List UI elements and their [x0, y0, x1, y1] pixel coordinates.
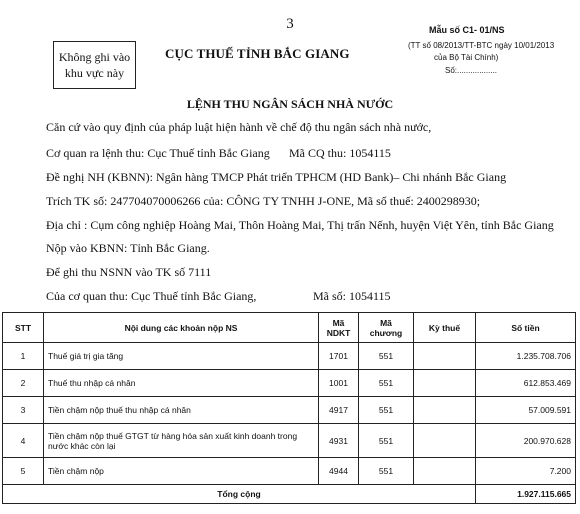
agency-name: CỤC THUẾ TỈNH BẮC GIANG [165, 46, 350, 61]
row-amount: 1.235.708.706 [476, 343, 576, 370]
row-amount: 200.970.628 [476, 424, 576, 458]
page-number: 3 [286, 16, 294, 32]
row-ma-chuong: 551 [359, 397, 414, 424]
revenue-account-line: Để ghi thu NSNN vào TK số 7111 [46, 265, 212, 279]
row-mandkt: 1701 [319, 343, 359, 370]
row-ma-chuong: 551 [359, 424, 414, 458]
row-description: Tiền chậm nộp thuế thu nhập cá nhân [44, 397, 319, 424]
form-number: Số:.................. [445, 66, 498, 75]
issuer-code: Mã CQ thu: 1054115 [289, 146, 391, 160]
address-line: Địa chỉ : Cụm công nghiệp Hoàng Mai, Thôn Hoàng Mai, Thị trấn Nếnh, huyện Việt Yên, tỉnh Bắc Giang [46, 218, 554, 232]
row-mandkt: 1001 [319, 370, 359, 397]
row-stt: 2 [3, 370, 44, 397]
row-stt: 1 [3, 343, 44, 370]
row-description: Tiền chậm nộp thuế GTGT từ hàng hóa sản xuất kinh doanh trong nước khác còn lại [44, 424, 319, 458]
row-amount: 7.200 [476, 458, 576, 485]
form-legal-basis: (TT số 08/2013/TT-BTC ngày 10/01/2013 [408, 41, 555, 50]
row-description: Thuế giá trị gia tăng [44, 343, 319, 370]
form-issuer: của Bộ Tài Chính) [434, 53, 499, 62]
total-label: Tổng cộng [3, 485, 476, 504]
row-mandkt: 4917 [319, 397, 359, 424]
document-title: LỆNH THU NGÂN SÁCH NHÀ NƯỚC [186, 97, 394, 111]
row-stt: 3 [3, 397, 44, 424]
total-amount: 1.927.115.665 [476, 485, 576, 504]
row-amount: 57.009.591 [476, 397, 576, 424]
row-description: Tiền chậm nộp [44, 458, 319, 485]
row-mandkt: 4944 [319, 458, 359, 485]
table-row [3, 458, 576, 485]
row-ky-thue [414, 458, 476, 485]
table-row [3, 343, 576, 370]
collector-code: Mã số: 1054115 [313, 289, 391, 303]
row-amount: 612.853.469 [476, 370, 576, 397]
row-ma-chuong: 551 [359, 458, 414, 485]
form-code: Mẫu số C1- 01/NS [429, 25, 505, 35]
issuer-agency-line: Cơ quan ra lệnh thu: Cục Thuế tỉnh Bắc Giang [46, 146, 270, 160]
payment-items-table [2, 312, 576, 504]
header-mandkt: Mã NDKT [319, 313, 359, 343]
row-ky-thue [414, 397, 476, 424]
treasury-line: Nộp vào KBNN: Tỉnh Bắc Giang. [46, 241, 210, 255]
table-row [3, 370, 576, 397]
row-ky-thue [414, 343, 476, 370]
collector-line: Của cơ quan thu: Cục Thuế tỉnh Bắc Giang, [46, 289, 257, 303]
table-row [3, 424, 576, 458]
table-row [3, 397, 576, 424]
account-line: Trích TK số: 247704070006266 của: CÔNG TY TNHH J-ONE, Mã số thuế: 2400298930; [46, 194, 481, 208]
header-ky-thue: Kỳ thuế [414, 313, 476, 343]
row-stt: 5 [3, 458, 44, 485]
bank-request-line: Đề nghị NH (KBNN): Ngân hàng TMCP Phát triển TPHCM (HD Bank)– Chi nhánh Bắc Giang [46, 170, 507, 184]
header-ma-chuong: Mã chương [359, 313, 414, 343]
row-stt: 4 [3, 424, 44, 458]
row-ky-thue [414, 370, 476, 397]
row-ma-chuong: 551 [359, 370, 414, 397]
header-description: Nội dung các khoản nộp NS [44, 313, 319, 343]
header-stt: STT [3, 313, 44, 343]
header-amount: Số tiền [476, 313, 576, 343]
basis-line: Căn cứ vào quy định của pháp luật hiện hành về chế độ thu ngân sách nhà nước, [46, 120, 432, 134]
row-ma-chuong: 551 [359, 343, 414, 370]
row-mandkt: 4931 [319, 424, 359, 458]
row-description: Thuế thu nhập cá nhân [44, 370, 319, 397]
total-row [3, 485, 576, 504]
table-header-row [3, 313, 576, 343]
row-ky-thue [414, 424, 476, 458]
reserved-area-box: Không ghi vào khu vực này [53, 41, 136, 89]
